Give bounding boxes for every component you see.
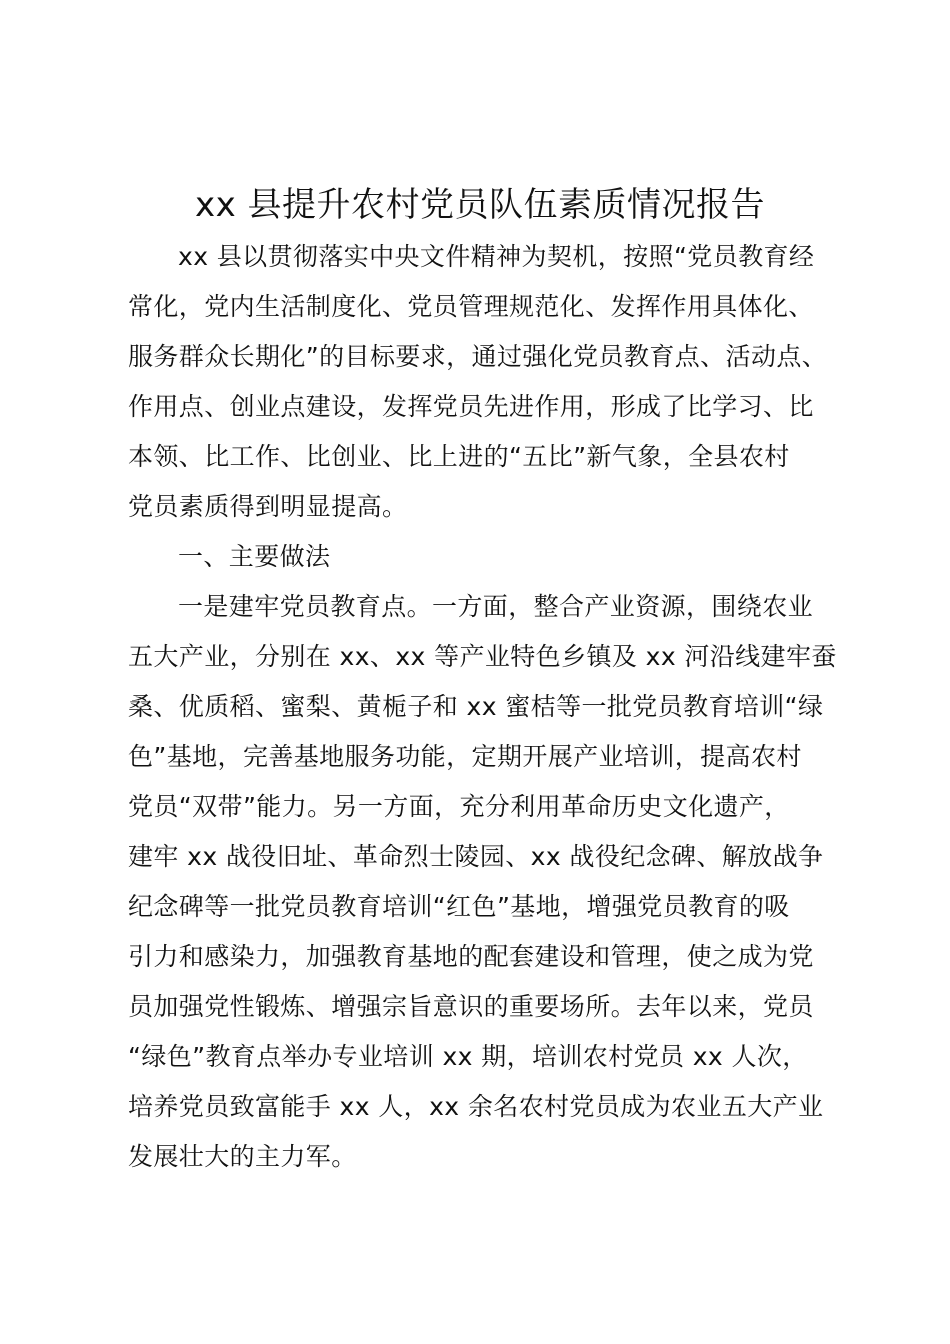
paragraph-line: 本领、比工作、比创业、比上进的“五比”新气象，全县农村 [128,442,790,471]
paragraph-line: 五大产业，分别在 xx、xx 等产业特色乡镇及 xx 河沿线建牢蚕 [128,642,837,671]
paragraph-line: 引力和感染力，加强教育基地的配套建设和管理，使之成为党 [128,942,814,971]
paragraph-line: 作用点、创业点建设，发挥党员先进作用，形成了比学习、比 [128,392,814,421]
section-heading: 一、主要做法 [178,542,331,571]
paragraph-line: 常化，党内生活制度化、党员管理规范化、发挥作用具体化、 [128,292,814,321]
paragraph-line: 建牢 xx 战役旧址、革命烈士陵园、xx 战役纪念碑、解放战争 [128,842,824,871]
document-body [128,232,848,1182]
paragraph-line: 党员“双带”能力。另一方面，充分利用革命历史文化遗产， [128,792,790,821]
paragraph-line: 色”基地，完善基地服务功能，定期开展产业培训，提高农村 [128,742,802,771]
paragraph-line: 一是建牢党员教育点。一方面，整合产业资源，围绕农业 [178,592,814,621]
paragraph-line: 员加强党性锻炼、增强宗旨意识的重要场所。去年以来，党员 [128,992,814,1021]
paragraph-line: 发展壮大的主力军。 [128,1142,357,1171]
paragraph-line: 培养党员致富能手 xx 人，xx 余名农村党员成为农业五大产业 [128,1092,824,1121]
paragraph-line: 党员素质得到明显提高。 [128,492,408,521]
paragraph-line: “绿色”教育点举办专业培训 xx 期，培训农村党员 xx 人次， [128,1042,808,1071]
paragraph-line: 桑、优质稻、蜜梨、黄栀子和 xx 蜜桔等一批党员教育培训“绿 [128,692,824,721]
paragraph-line: 纪念碑等一批党员教育培训“红色”基地，增强党员教育的吸 [128,892,790,921]
paragraph-line: xx 县以贯彻落实中央文件精神为契机，按照“党员教育经 [178,242,815,271]
paragraph-line: 服务群众长期化”的目标要求，通过强化党员教育点、活动点、 [128,342,828,371]
document-title: xx 县提升农村党员队伍素质情况报告 [194,185,766,225]
